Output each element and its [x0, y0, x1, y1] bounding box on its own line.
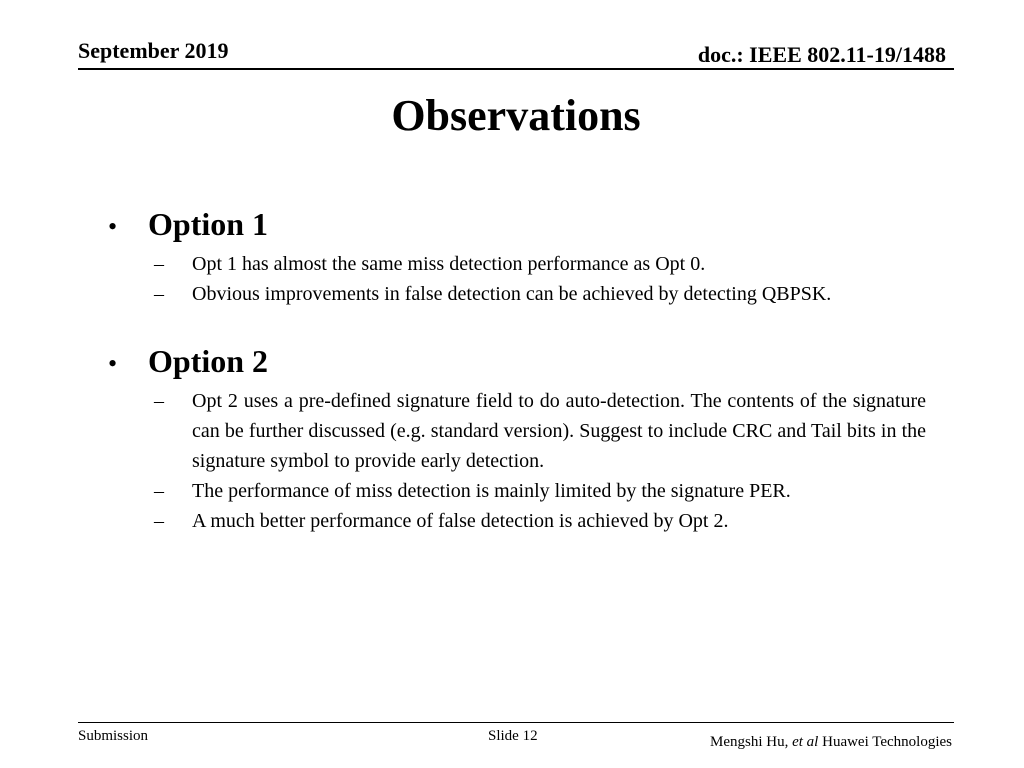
footer-org: Huawei Technologies — [822, 734, 952, 750]
option-2-list — [108, 386, 926, 536]
bullet-icon: • — [108, 212, 118, 241]
dash-icon: – — [154, 480, 164, 502]
footer-submission: Submission — [78, 728, 149, 744]
footer-author-etal: et al — [792, 734, 819, 750]
slide-title: Observations — [391, 91, 641, 140]
list-item-text: Obvious improvements in false detection can be achieved by detecting QBPSK. — [192, 283, 832, 305]
list-item — [108, 249, 926, 279]
list-item — [108, 476, 926, 506]
footer-slide-number: Slide 12 — [488, 728, 538, 744]
dash-icon: – — [154, 283, 164, 305]
option-1-list — [108, 249, 926, 309]
dash-icon: – — [154, 390, 164, 412]
dash-icon: – — [154, 253, 164, 275]
list-item — [108, 506, 926, 536]
list-item-text: Opt 2 uses a pre-defined signature field to do auto-detection. The contents of the signature can be further discussed (e.g. standard version). Suggest to include CRC and Tail bits in the signature symbol to provide early detection. — [192, 390, 926, 472]
list-item-text: A much better performance of false detection is achieved by Opt 2. — [192, 510, 729, 532]
list-item — [108, 386, 926, 476]
option-1-heading — [108, 202, 926, 249]
option-1-heading-text: Option 1 — [148, 206, 269, 242]
dash-icon: – — [154, 510, 164, 532]
header-date: September 2019 — [78, 38, 229, 63]
list-item-text: The performance of miss detection is mainly limited by the signature PER. — [192, 480, 791, 502]
header-doc-id: doc.: IEEE 802.11-19/1488 — [697, 42, 946, 67]
option-1 — [108, 202, 926, 309]
slide-body — [108, 202, 926, 536]
option-2-heading-text: Option 2 — [148, 343, 269, 379]
option-2-heading — [108, 339, 926, 386]
header-divider — [78, 68, 954, 70]
bullet-icon: • — [108, 349, 118, 378]
list-item — [108, 279, 926, 309]
list-item-text: Opt 1 has almost the same miss detection performance as Opt 0. — [192, 253, 706, 275]
footer-divider — [78, 722, 954, 723]
footer-author-name: Mengshi Hu, — [710, 734, 789, 750]
option-2 — [108, 339, 926, 536]
footer-author — [710, 734, 952, 751]
